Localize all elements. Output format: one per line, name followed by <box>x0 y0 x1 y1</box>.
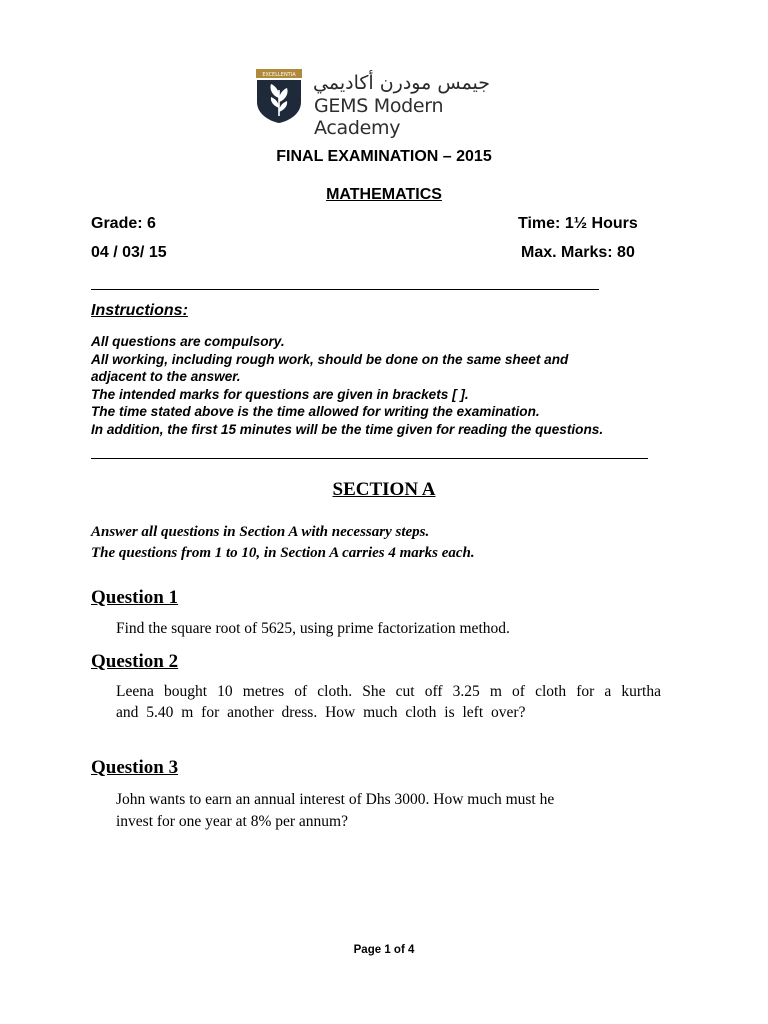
question-1-heading: Question 1 <box>91 587 179 608</box>
page-number: Page 1 of 4 <box>353 944 415 956</box>
school-logo <box>255 68 515 139</box>
section-intro-line: Answer all questions in Section A with necessary steps. <box>91 524 430 540</box>
time-label: Time: 1½ Hours <box>518 215 638 232</box>
instructions-list <box>91 333 691 439</box>
logo-arabic-name: جيمس مودرن أكاديمي <box>313 72 491 94</box>
question-3-text-line: invest for one year at 8% per annum? <box>116 812 348 830</box>
max-marks-label: Max. Marks: 80 <box>521 244 635 261</box>
exam-title: FINAL EXAMINATION – 2015 <box>276 148 492 165</box>
grade-label: Grade: 6 <box>91 215 156 232</box>
instruction-item: The intended marks for questions are given in brackets [ ]. <box>91 386 469 402</box>
instructions-heading: Instructions: <box>91 302 188 319</box>
logo-banner-text: EXCELLENTIA <box>262 72 296 78</box>
question-1-text: Find the square root of 5625, using prime factorization method. <box>116 620 510 637</box>
question-2-heading: Question 2 <box>91 651 179 672</box>
logo-english-name: GEMS Modern Academy <box>314 95 444 139</box>
section-intro <box>91 522 731 564</box>
subject-title: MATHEMATICS <box>326 186 442 203</box>
instruction-item: In addition, the first 15 minutes will be the time given for reading the questions. <box>91 421 604 437</box>
question-2-text-line: Leena bought 10 metres of cloth. She cut off 3.25 m of cloth for a kurtha <box>116 683 661 700</box>
question-3-heading: Question 3 <box>91 757 179 778</box>
section-intro-line: The questions from 1 to 10, in Section A carries 4 marks each. <box>91 545 475 561</box>
section-title: SECTION A <box>332 479 436 500</box>
instruction-item: All questions are compulsory. <box>91 334 285 349</box>
question-3-text-line: John wants to earn an annual interest of Dhs 3000. How much must he <box>116 791 555 808</box>
divider <box>91 458 648 459</box>
instruction-item: The time stated above is the time allowed for writing the examination. <box>91 404 540 420</box>
instruction-item: adjacent to the answer. <box>91 369 241 385</box>
exam-date: 04 / 03/ 15 <box>91 244 167 261</box>
question-2-text-line: and 5.40 m for another dress. How much cloth is left over? <box>116 704 526 721</box>
instruction-item: All working, including rough work, should be done on the same sheet and <box>91 351 569 367</box>
question-3-text <box>116 789 646 832</box>
shield-crest-icon <box>255 68 303 124</box>
divider <box>91 289 599 290</box>
